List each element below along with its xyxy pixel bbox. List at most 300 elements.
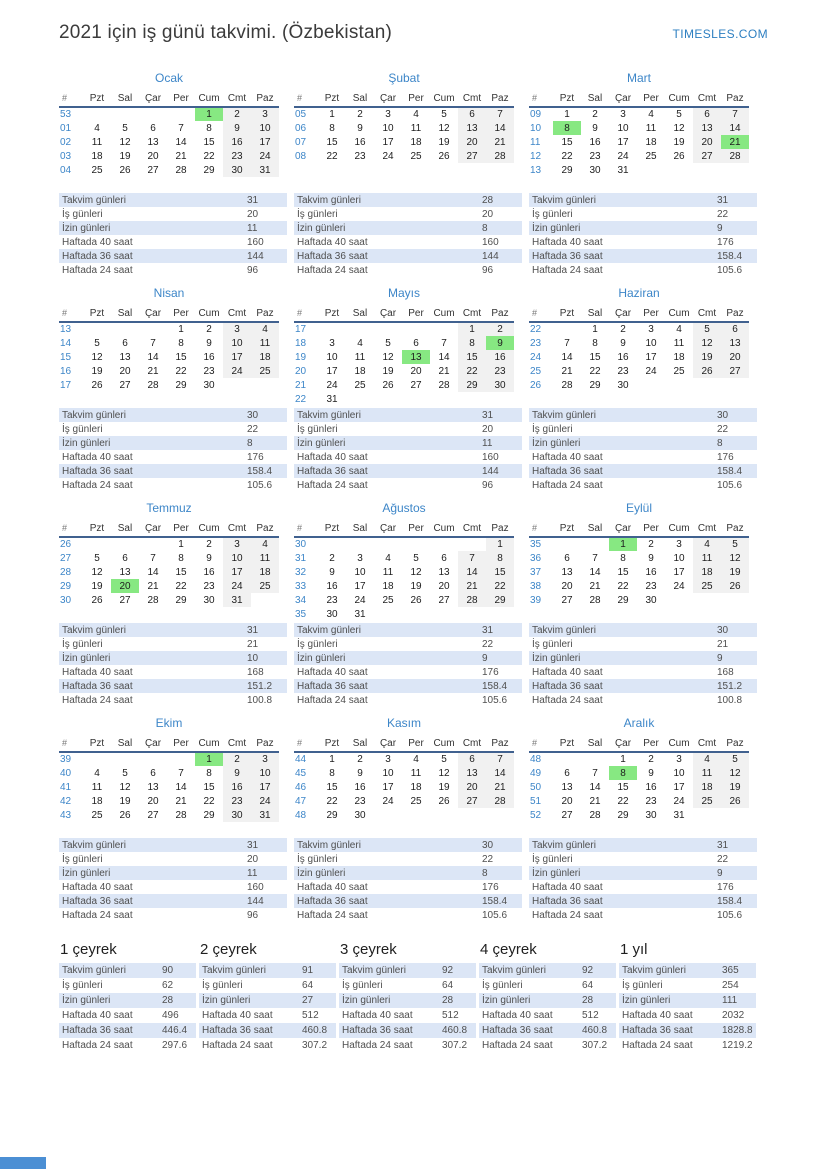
weekday-header: Per	[637, 735, 665, 752]
day-cell: 4	[357, 337, 363, 349]
weekend-day-cell: 23	[223, 149, 251, 163]
day-cell: 22	[175, 580, 187, 592]
empty-day-cell	[251, 378, 279, 392]
day-cell: 18	[673, 351, 685, 363]
week-number: 26	[60, 539, 72, 550]
day-cell: 5	[385, 337, 391, 349]
stat-row	[619, 993, 756, 1008]
day-cell: 1	[178, 539, 184, 550]
week-col-header: #	[529, 520, 553, 537]
day-cell: 30	[203, 379, 215, 391]
calendar-table	[529, 90, 749, 177]
day-cell: 5	[441, 754, 447, 765]
weekday-header: Pzt	[83, 90, 111, 107]
weekend-day-cell: 28	[721, 149, 749, 163]
empty-day-cell	[223, 378, 251, 392]
day-cell: 26	[382, 379, 394, 391]
day-cell: 2	[648, 539, 654, 550]
stat-value: 105.6	[717, 909, 743, 921]
stat-row	[294, 623, 522, 637]
empty-day-cell	[111, 537, 139, 551]
day-cell: 30	[354, 809, 366, 821]
stat-row	[339, 993, 476, 1008]
day-cell: 18	[91, 150, 103, 162]
month-block-şubat	[294, 71, 522, 277]
holiday-day-cell: 1	[195, 752, 223, 766]
day-cell: 29	[617, 809, 629, 821]
stat-label: İzin günleri	[297, 222, 346, 234]
week-row	[529, 579, 749, 593]
stat-row	[59, 207, 287, 221]
empty-day-cell	[251, 593, 279, 607]
page-header	[59, 22, 768, 44]
stat-value: 297.6	[162, 1040, 188, 1051]
day-cell: 21	[175, 150, 187, 162]
stat-row	[59, 464, 287, 478]
stat-label: İzin günleri	[622, 995, 671, 1006]
weekend-day-cell: 6	[721, 322, 749, 336]
week-number: 06	[295, 122, 307, 134]
day-cell: 22	[617, 580, 629, 592]
empty-day-cell	[83, 537, 111, 551]
day-cell: 21	[175, 795, 187, 807]
week-row	[294, 766, 514, 780]
day-cell: 7	[592, 767, 598, 779]
weekend-day-cell: 5	[693, 322, 721, 336]
empty-day-cell	[139, 752, 167, 766]
day-cell: 17	[673, 781, 685, 793]
day-cell: 19	[91, 365, 103, 377]
stat-row	[529, 679, 757, 693]
weekday-header: Cum	[665, 90, 693, 107]
weekend-day-cell: 7	[721, 107, 749, 121]
stat-value: 9	[482, 652, 488, 664]
weekend-day-cell: 16	[223, 135, 251, 149]
day-cell: 7	[178, 122, 184, 134]
weekday-header: Sal	[111, 305, 139, 322]
stat-row	[529, 866, 757, 880]
weekend-day-cell: 21	[458, 579, 486, 593]
day-cell: 15	[617, 566, 629, 578]
weekday-header-row	[529, 305, 749, 322]
week-row	[529, 350, 749, 364]
stat-row	[339, 963, 476, 978]
weekend-day-cell: 5	[721, 537, 749, 551]
week-number: 02	[60, 136, 72, 148]
weekday-header-row	[294, 90, 514, 107]
empty-day-cell	[581, 752, 609, 766]
day-cell: 28	[175, 809, 187, 821]
day-cell: 7	[564, 337, 570, 349]
empty-day-cell	[553, 752, 581, 766]
day-cell: 2	[357, 754, 363, 765]
stat-label: İş günleri	[202, 980, 243, 991]
stat-value: 105.6	[482, 909, 508, 921]
empty-day-cell	[637, 163, 665, 177]
day-cell: 3	[357, 552, 363, 564]
stat-value: 28	[582, 995, 594, 1006]
day-cell: 28	[438, 379, 450, 391]
day-cell: 7	[150, 337, 156, 349]
empty-day-cell	[693, 593, 721, 607]
summary-stats-table	[199, 963, 336, 1053]
day-cell: 25	[410, 150, 422, 162]
weekend-day-cell: 15	[486, 565, 514, 579]
day-cell: 18	[91, 795, 103, 807]
stat-row	[529, 478, 757, 492]
stat-value: 111	[722, 995, 738, 1006]
week-row	[529, 808, 749, 822]
day-cell: 19	[410, 580, 422, 592]
stat-value: 158.4	[247, 465, 273, 477]
day-cell: 26	[91, 594, 103, 606]
stat-value: 30	[717, 409, 729, 421]
week-row	[294, 537, 514, 551]
week-number: 35	[530, 539, 542, 550]
stat-label: Haftada 24 saat	[62, 479, 133, 491]
week-number: 05	[295, 109, 307, 120]
stat-label: Haftada 24 saat	[62, 909, 133, 921]
stat-label: Takvim günleri	[532, 624, 596, 636]
weekend-day-cell: 17	[251, 135, 279, 149]
stat-row	[529, 894, 757, 908]
weekend-day-cell: 17	[223, 565, 251, 579]
day-cell: 9	[648, 767, 654, 779]
stat-label: İzin günleri	[62, 652, 111, 664]
month-title: Aralık	[623, 716, 655, 730]
day-cell: 5	[94, 337, 100, 349]
stat-label: İzin günleri	[532, 222, 581, 234]
stat-value: 28	[482, 194, 494, 206]
calendar-table	[59, 305, 279, 392]
week-row	[294, 121, 514, 135]
day-cell: 15	[326, 136, 338, 148]
day-cell: 14	[147, 351, 159, 363]
weekend-day-cell: 31	[251, 163, 279, 177]
stat-row	[529, 464, 757, 478]
weekday-header: Per	[167, 90, 195, 107]
day-cell: 24	[645, 365, 657, 377]
week-number: 04	[60, 164, 72, 176]
weekend-day-cell: 31	[223, 593, 251, 607]
day-cell: 15	[203, 781, 215, 793]
stat-value: 460.8	[302, 1025, 328, 1036]
stat-row	[529, 235, 757, 249]
day-cell: 29	[175, 379, 187, 391]
holiday-day-cell: 9	[486, 336, 514, 350]
weekend-day-cell: 21	[486, 780, 514, 794]
holiday-day-cell: 1	[195, 107, 223, 121]
calendar-area	[294, 716, 522, 838]
stat-value: 168	[717, 666, 734, 678]
weekend-day-cell: 26	[693, 364, 721, 378]
day-cell: 19	[119, 795, 131, 807]
weekend-day-cell: 10	[251, 766, 279, 780]
stat-value: 144	[247, 895, 264, 907]
summary-title: 2 çeyrek	[200, 941, 257, 958]
empty-day-cell	[374, 537, 402, 551]
weekend-day-cell: 25	[693, 579, 721, 593]
week-number: 01	[60, 122, 72, 134]
stat-label: İzin günleri	[482, 995, 531, 1006]
empty-day-cell	[665, 378, 693, 392]
stat-row	[294, 908, 522, 922]
stat-label: Haftada 24 saat	[297, 479, 368, 491]
stat-label: İş günleri	[622, 980, 663, 991]
stat-row	[339, 1008, 476, 1023]
calendar-area	[59, 71, 287, 193]
stat-label: İzin günleri	[62, 222, 111, 234]
week-col-header: #	[294, 305, 318, 322]
site-link[interactable]: TIMESLES.COM	[672, 27, 768, 41]
day-cell: 10	[382, 767, 394, 779]
day-cell: 12	[91, 566, 103, 578]
weekday-header-row	[294, 520, 514, 537]
stat-value: 31	[247, 624, 259, 636]
day-cell: 29	[561, 164, 573, 176]
stat-label: İzin günleri	[532, 652, 581, 664]
stat-value: 365	[722, 965, 739, 976]
weekend-day-cell: 30	[486, 378, 514, 392]
day-cell: 28	[147, 379, 159, 391]
day-cell: 30	[203, 594, 215, 606]
day-cell: 23	[645, 580, 657, 592]
day-cell: 16	[645, 566, 657, 578]
stat-label: Haftada 36 saat	[297, 465, 368, 477]
weekend-day-cell: 25	[251, 579, 279, 593]
stat-row	[59, 838, 287, 852]
day-cell: 21	[561, 365, 573, 377]
week-row	[529, 766, 749, 780]
weekend-day-cell: 14	[486, 121, 514, 135]
summary-title: 1 çeyrek	[60, 941, 117, 958]
stat-value: 30	[482, 839, 494, 851]
month-block-aralık	[529, 716, 757, 922]
week-row	[294, 149, 514, 163]
weekend-day-cell: 13	[458, 766, 486, 780]
weekend-day-cell: 20	[721, 350, 749, 364]
week-number: 40	[60, 767, 72, 779]
stat-row	[294, 651, 522, 665]
week-col-header: #	[59, 735, 83, 752]
stat-label: Takvim günleri	[532, 839, 596, 851]
weekday-header: Per	[402, 735, 430, 752]
day-cell: 15	[203, 136, 215, 148]
day-cell: 28	[561, 379, 573, 391]
stat-label: Takvim günleri	[622, 965, 686, 976]
day-cell: 25	[91, 164, 103, 176]
stat-row	[619, 1023, 756, 1038]
stat-row	[59, 1038, 196, 1053]
stat-value: 158.4	[717, 465, 743, 477]
stat-row	[59, 478, 287, 492]
day-cell: 6	[122, 552, 128, 564]
summary-title: 4 çeyrek	[480, 941, 537, 958]
summary-block-1-yıl	[619, 941, 756, 1053]
stat-label: İş günleri	[532, 423, 573, 435]
stat-value: 31	[247, 839, 259, 851]
day-cell: 18	[645, 136, 657, 148]
weekend-day-cell: 19	[721, 780, 749, 794]
weekday-header: Sal	[581, 90, 609, 107]
weekday-header: Per	[637, 305, 665, 322]
day-cell: 13	[119, 351, 131, 363]
empty-day-cell	[721, 593, 749, 607]
day-cell: 21	[589, 795, 601, 807]
week-number: 53	[60, 109, 72, 120]
day-cell: 29	[589, 379, 601, 391]
stat-value: 2032	[722, 1010, 745, 1021]
stat-row	[294, 422, 522, 436]
weekday-header: Çar	[374, 735, 402, 752]
week-row	[529, 163, 749, 177]
stat-row	[619, 978, 756, 993]
stat-label: Haftada 36 saat	[532, 250, 603, 262]
calendar-table	[529, 305, 749, 392]
stat-label: Haftada 24 saat	[532, 694, 603, 706]
day-cell: 19	[673, 136, 685, 148]
day-cell: 15	[589, 351, 601, 363]
stat-row	[59, 978, 196, 993]
day-cell: 3	[676, 539, 682, 550]
stat-label: İzin günleri	[62, 995, 111, 1006]
stat-label: Haftada 36 saat	[62, 895, 133, 907]
month-block-eylül	[529, 501, 757, 707]
stat-value: 105.6	[717, 479, 743, 491]
stat-label: Haftada 40 saat	[532, 666, 603, 678]
stat-label: Haftada 24 saat	[297, 264, 368, 276]
holiday-day-cell: 21	[721, 135, 749, 149]
day-cell: 6	[441, 552, 447, 564]
week-row	[529, 322, 749, 336]
empty-day-cell	[111, 322, 139, 336]
week-row	[59, 336, 279, 350]
stat-value: 512	[582, 1010, 599, 1021]
weekend-day-cell: 17	[223, 350, 251, 364]
stat-row	[619, 963, 756, 978]
day-cell: 9	[620, 337, 626, 349]
day-cell: 28	[589, 594, 601, 606]
week-row	[294, 565, 514, 579]
stat-label: İzin günleri	[202, 995, 251, 1006]
empty-day-cell	[139, 537, 167, 551]
week-number: 03	[60, 150, 72, 162]
weekday-header: Çar	[374, 90, 402, 107]
stat-row	[199, 1008, 336, 1023]
month-stats-table	[59, 623, 287, 707]
stat-value: 8	[482, 867, 488, 879]
weekday-header: Çar	[139, 305, 167, 322]
day-cell: 19	[438, 136, 450, 148]
stat-label: Haftada 24 saat	[622, 1040, 693, 1051]
day-cell: 15	[326, 781, 338, 793]
weekday-header: Cmt	[223, 305, 251, 322]
day-cell: 13	[438, 566, 450, 578]
day-cell: 29	[326, 809, 338, 821]
week-row	[529, 364, 749, 378]
stat-value: 176	[717, 451, 734, 463]
weekday-header: Sal	[581, 735, 609, 752]
week-row	[529, 378, 749, 392]
stat-label: Haftada 40 saat	[342, 1010, 413, 1021]
stat-row	[59, 693, 287, 707]
stat-row	[294, 221, 522, 235]
holiday-day-cell: 8	[553, 121, 581, 135]
weekend-day-cell: 4	[251, 537, 279, 551]
stat-label: Haftada 36 saat	[532, 465, 603, 477]
day-cell: 23	[354, 795, 366, 807]
weekend-day-cell: 17	[251, 780, 279, 794]
day-cell: 21	[438, 365, 450, 377]
day-cell: 16	[203, 351, 215, 363]
week-number: 08	[295, 150, 307, 162]
empty-day-cell	[318, 322, 346, 336]
week-row	[59, 579, 279, 593]
week-col-header: #	[59, 305, 83, 322]
week-row	[529, 593, 749, 607]
day-cell: 23	[354, 150, 366, 162]
day-cell: 29	[203, 809, 215, 821]
week-col-header: #	[59, 90, 83, 107]
empty-day-cell	[346, 392, 374, 406]
weekday-header: Çar	[609, 305, 637, 322]
stat-label: İzin günleri	[297, 652, 346, 664]
weekend-day-cell: 1	[458, 322, 486, 336]
empty-day-cell	[111, 752, 139, 766]
weekday-header: Cmt	[223, 520, 251, 537]
day-cell: 17	[382, 781, 394, 793]
week-number: 46	[295, 781, 307, 793]
week-number: 34	[295, 594, 307, 606]
empty-day-cell	[553, 322, 581, 336]
day-cell: 27	[438, 594, 450, 606]
stat-value: 158.4	[482, 680, 508, 692]
empty-day-cell	[458, 392, 486, 406]
empty-day-cell	[430, 537, 458, 551]
weekday-header: Cum	[430, 305, 458, 322]
calendar-area	[59, 286, 287, 408]
weekday-header-row	[59, 305, 279, 322]
month-title: Şubat	[388, 71, 420, 85]
week-number: 47	[295, 795, 307, 807]
day-cell: 2	[206, 539, 212, 550]
weekday-header-row	[59, 735, 279, 752]
empty-day-cell	[458, 537, 486, 551]
week-row	[59, 537, 279, 551]
stat-label: İzin günleri	[342, 995, 391, 1006]
weekday-header: Pzt	[318, 520, 346, 537]
stat-label: İş günleri	[62, 208, 103, 220]
weekend-day-cell: 27	[693, 149, 721, 163]
stat-row	[529, 908, 757, 922]
month-block-ağustos	[294, 501, 522, 707]
day-cell: 17	[673, 566, 685, 578]
week-row	[59, 766, 279, 780]
week-col-header: #	[294, 520, 318, 537]
day-cell: 4	[385, 552, 391, 564]
month-stats-table	[294, 408, 522, 492]
stat-value: 307.2	[302, 1040, 328, 1051]
stat-label: İş günleri	[342, 980, 383, 991]
stat-label: Haftada 40 saat	[297, 236, 368, 248]
calendar-table	[59, 90, 279, 177]
weekend-day-cell: 18	[693, 780, 721, 794]
day-cell: 14	[589, 781, 601, 793]
day-cell: 21	[147, 580, 159, 592]
day-cell: 6	[413, 337, 419, 349]
day-cell: 2	[329, 552, 335, 564]
weekend-day-cell: 19	[693, 350, 721, 364]
